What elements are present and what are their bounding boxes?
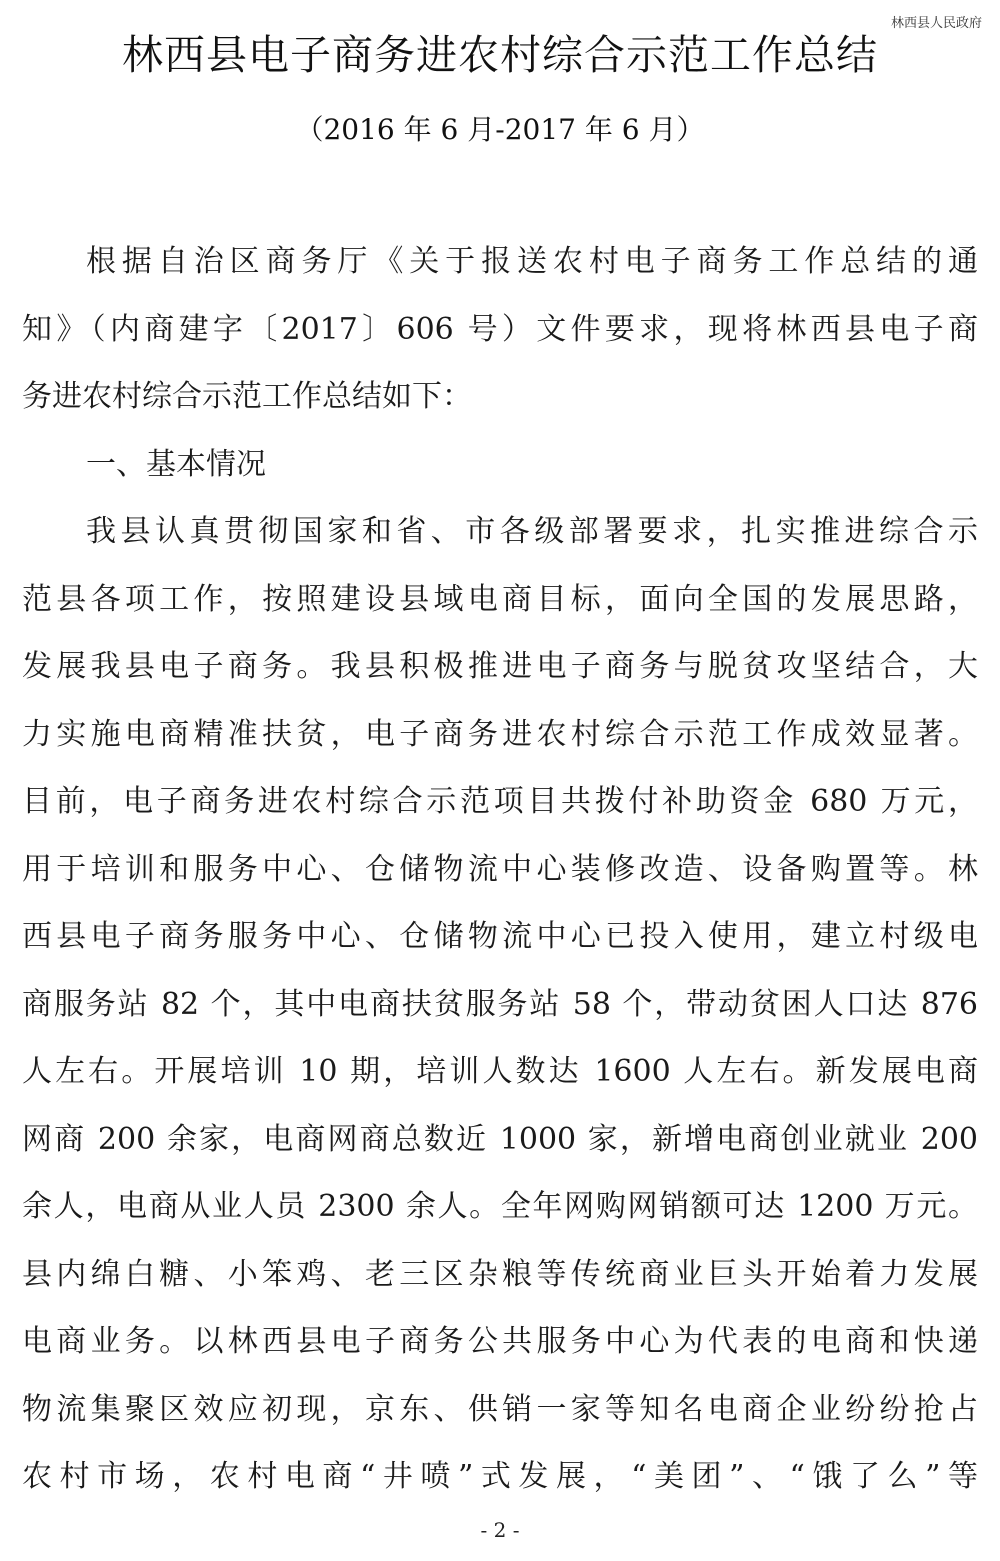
paragraph-line: 余人，电商从业人员 2300 余人。全年网购网销额可达 1200 万元。 [22,1189,978,1224]
document-title: 林西县电子商务进农村综合示范工作总结 [122,31,878,79]
document-body [22,228,978,1511]
document-subtitle: （2016 年 6 月-2017 年 6 月） [295,113,705,146]
paragraph-line: 县内绵白糖、小笨鸡、老三区杂粮等传统商业巨头开始着力发展 [22,1256,978,1292]
paragraph-line: 目前，电子商务进农村综合示范项目共拨付补助资金 680 万元， [22,784,978,819]
paragraph-line: 范县各项工作，按照建设县域电商目标，面向全国的发展思路， [22,581,978,617]
paragraph-line: 用于培训和服务中心、仓储物流中心装修改造、设备购置等。林 [22,851,978,887]
paragraph-line: 物流集聚区效应初现，京东、供销一家等知名电商企业纷纷抢占 [22,1391,978,1427]
paragraph-line: 务进农村综合示范工作总结如下： [22,379,472,414]
paragraph-line: 农村市场，农村电商“井喷”式发展，“美团”、“饿了么”等 [22,1459,978,1494]
paragraph-line: 网商 200 余家，电商网商总数近 1000 家，新增电商创业就业 200 [22,1121,978,1157]
paragraph-line: 力实施电商精准扶贫，电子商务进农村综合示范工作成效显著。 [22,716,978,752]
paragraph-line: 西县电子商务服务中心、仓储物流中心已投入使用，建立村级电 [22,919,978,954]
paragraph-line: 我县认真贯彻国家和省、市各级部署要求，扎实推进综合示 [86,514,978,549]
section-heading: 一、基本情况 [86,446,266,482]
watermark: 林西县人民政府 [890,16,982,31]
paragraph-line: 商服务站 82 个，其中电商扶贫服务站 58 个，带动贫困人口达 876 [22,986,978,1022]
paragraph-line: 知》（内商建字〔2017〕606 号）文件要求，现将林西县电子商 [22,311,978,347]
page-number: - 2 - [480,1518,520,1542]
paragraph-line: 根据自治区商务厅《关于报送农村电子商务工作总结的通 [86,244,978,279]
paragraph-line: 发展我县电子商务。我县积极推进电子商务与脱贫攻坚结合，大 [22,649,978,684]
paragraph-line: 人左右。开展培训 10 期，培训人数达 1600 人左右。新发展电商 [22,1054,978,1089]
paragraph-line: 电商业务。以林西县电子商务公共服务中心为代表的电商和快递 [22,1324,978,1359]
